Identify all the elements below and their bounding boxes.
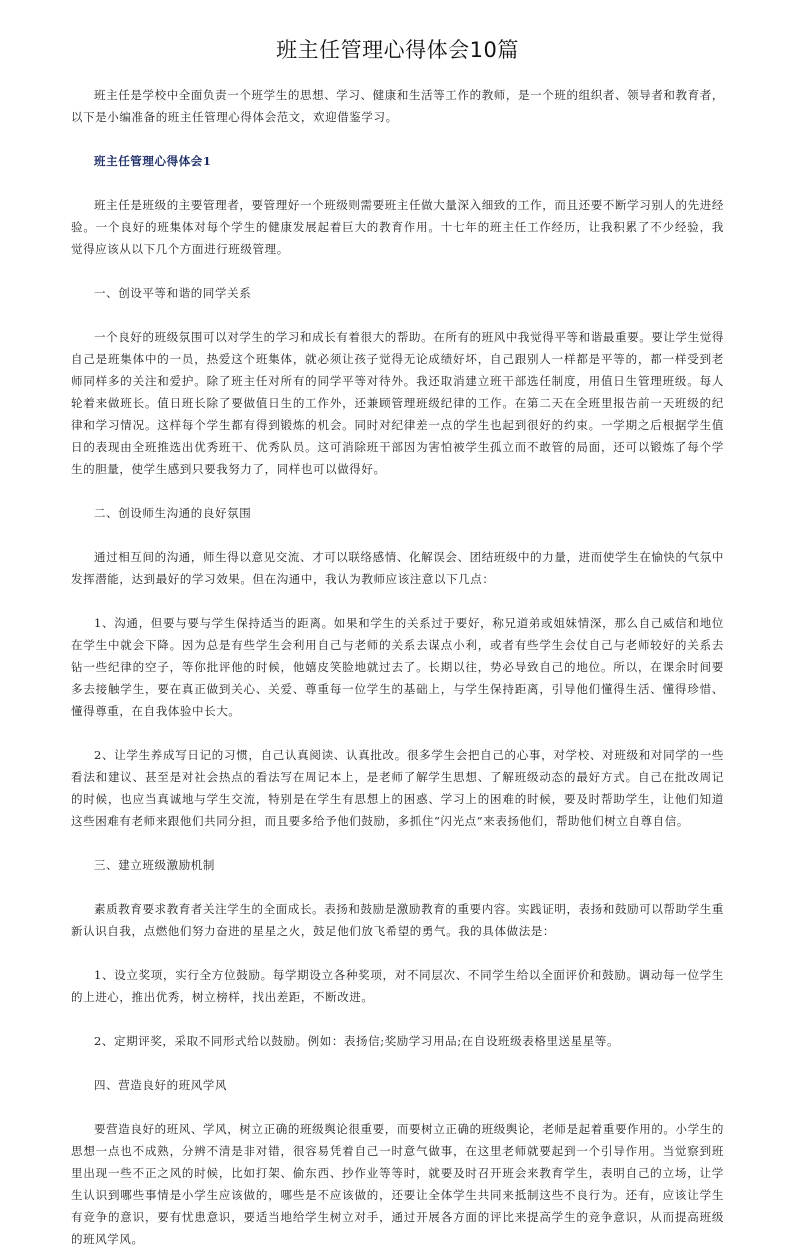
paragraph-6: 素质教育要求教育者关注学生的全面成长。表扬和鼓励是激励教育的重要内容。实践证明，表扬和鼓励可以帮助学生重新认识自我，点燃他们努力奋进的星星之火，鼓足他们放飞希望的勇气。我的具体做法是： [71,902,724,938]
paragraph-2: 一个良好的班级氛围可以对学生的学习和成长有着很大的帮助。在所有的班风中我觉得平等和谐最重要。要让学生觉得自己是班集体中的一员，热爱这个班集体，就必须让孩子觉得无论成绩好坏，自己跟别人一样都是平等的，都一样受到老师同样多的关注和爱护。除了班主任对所有的同学平等对待外。我还取消建立班干部选任制度，用值日生管理班级。每人轮着来做班长。值日班长除了要做值日生的工作外，还兼顾管理班级纪律的工作。在第二天在全班里报告前一天班级的纪律和学习情况。这样每个学生都有得到锻炼的机会。同时对纪律差一点的学生也起到很好的约束。一学期之后根据学生值日的表现由全班推选出优秀班干、优秀队员。这可消除班干部因为害怕被学生孤立而不敢管的局面，还可以锻炼了每个学生的胆量，使学生感到只要我努力了，同样也可以做得好。 [71,330,724,476]
paragraph-4: 1、沟通，但要与要与学生保持适当的距离。如果和学生的关系过于要好，称兄道弟或姐妹情深，那么自己威信和地位在学生中就会下降。因为总是有些学生会利用自己与老师的关系去谋点小利，或者有些学生会仗自己与老师较好的关系去钻一些纪律的空子，等你批评他的时候，他嬉皮笑脸地就过去了。长期以往，势必导致自己的地位。所以，在课余时间要多去接触学生，要在真正做到关心、关爱、尊重每一位学生的基础上，与学生保持距离，引导他们懂得生活、懂得珍惜、懂得尊重，在自我体验中长大。 [71,616,724,718]
intro-paragraph: 班主任是学校中全面负责一个班学生的思想、学习、健康和生活等工作的教师，是一个班的组织者、领导者和教育者，以下是小编准备的班主任管理心得体会范文，欢迎借鉴学习。 [71,88,724,124]
section-heading-4: 四、营造良好的班风学风 [94,1078,228,1092]
paragraph-7: 1、设立奖项，实行全方位鼓励。每学期设立各种奖项，对不同层次、不同学生给以全面评价和鼓励。调动每一位学生的上进心，推出优秀，树立榜样，找出差距，不断改进。 [71,968,724,1004]
paragraph-3: 通过相互间的沟通，师生得以意见交流、才可以联络感情、化解误会、团结班级中的力量，进而使学生在愉快的气氛中发挥潜能，达到最好的学习效果。但在沟通中，我认为教师应该注意以下几点： [71,550,724,586]
page-title: 班主任管理心得体会10篇 [276,38,519,62]
paragraph-5: 2、让学生养成写日记的习惯，自己认真阅读、认真批改。很多学生会把自己的心事，对学校、对班级和对同学的一些看法和建议、甚至是对社会热点的看法写在周记本上，是老师了解学生思想、了解班级动态的最好方式。自己在批改周记的时候，也应当真诚地与学生交流，特别是在学生有思想上的困惑、学习上的困难的时候，要及时帮助学生，让他们知道这些困难有老师来跟他们共同分担，而且要多给予他们鼓励，多抓住“闪光点”来表扬他们，帮助他们树立自尊自信。 [71,748,724,828]
paragraph-9: 要营造良好的班风、学风，树立正确的班级舆论很重要，而要树立正确的班级舆论，老师是起着重要作用的。小学生的思想一点也不成熟，分辨不清是非对错，很容易凭着自己一时意气做事，在这里老师就要起到一个引导作用。当觉察到班里出现一些不正之风的时候，比如打架、偷东西、抄作业等等时，就要及时召开班会来教育学生，表明自己的立场，让学生认识到哪些事情是小学生应该做的，哪些是不应该做的，还要让全体学生共同来抵制这些不良行为。还有，应该让学生有竞争的意识，要有忧患意识，要适当地给学生树立对手，通过开展各方面的评比来提高学生的竞争意识，从而提高班级的班风学风。 [71,1122,724,1246]
paragraph-1: 班主任是班级的主要管理者，要管理好一个班级则需要班主任做大量深入细致的工作，而且还要不断学习别人的先进经验。一个良好的班集体对每个学生的健康发展起着巨大的教育作用。十七年的班主任工作经历，让我积累了不少经验，我觉得应该从以下几个方面进行班级管理。 [71,198,724,256]
paragraph-8: 2、定期评奖，采取不同形式给以鼓励。例如：表扬信;奖励学习用品;在自设班级表格里送星星等。 [94,1034,620,1048]
section-heading-2: 二、创设师生沟通的良好氛围 [94,506,252,520]
article-heading: 班主任管理心得体会1 [94,154,212,168]
section-heading-1: 一、创设平等和谐的同学关系 [94,286,252,300]
section-heading-3: 三、建立班级激励机制 [94,858,215,872]
